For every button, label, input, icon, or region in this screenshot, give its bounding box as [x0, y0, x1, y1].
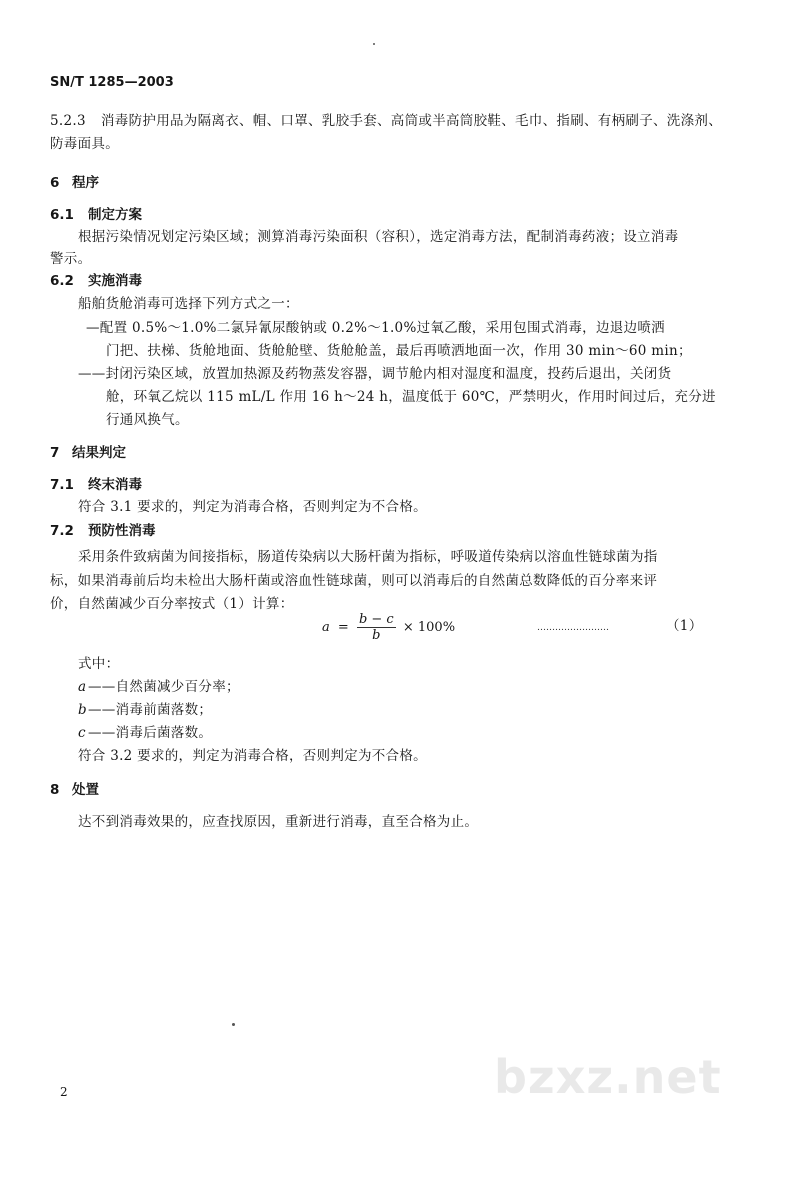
- scan-speck: [232, 1023, 235, 1026]
- section-title-8: 处置: [72, 782, 99, 798]
- clause-title-6-1: 制定方案: [88, 207, 142, 223]
- variable-b-symbol: b: [78, 702, 87, 718]
- formula-where-intro: 式中：: [78, 656, 120, 672]
- clause-6-2-intro: 船舶货舱消毒可选择下列方式之一：: [78, 296, 299, 312]
- formula-lhs: a: [322, 620, 330, 635]
- clause-7-2-line-1: 采用条件致病菌为间接指标，肠道传染病以大肠杆菌为指标，呼吸道传染病以溶血性链球菌为指: [78, 549, 658, 565]
- clause-number-6-1: 6.1: [50, 207, 74, 223]
- clause-5-2-3-line-2: 防毒面具。: [50, 136, 119, 152]
- formula-times: × 100%: [402, 620, 456, 635]
- clause-6-2-item-2-line-2: 舱，环氧乙烷以 115 mL/L 作用 16 h～24 h，温度低于 60℃，严禁明火，作用时间过后，充分进: [106, 389, 716, 405]
- clause-title-6-2: 实施消毒: [88, 273, 142, 289]
- clause-5-2-3-line-1: 消毒防护用品为隔离衣、帽、口罩、乳胶手套、高筒或半高筒胶鞋、毛巾、指刷、有柄刷子、洗涤剂、: [101, 113, 722, 129]
- formula-fraction: [357, 612, 396, 643]
- clause-7-2-line-3: 价，自然菌减少百分率按式（1）计算：: [50, 596, 294, 612]
- variable-b-definition: ——消毒前菌落数；: [88, 702, 213, 718]
- clause-6-1-line-2: 警示。: [50, 251, 92, 267]
- clause-title-7-2: 预防性消毒: [88, 523, 156, 539]
- section-number-6: 6: [50, 175, 60, 191]
- page-number: 2: [60, 1085, 68, 1099]
- clause-number-7-1: 7.1: [50, 477, 74, 493]
- section-title-6: 程序: [72, 175, 99, 191]
- clause-7-2-line-2: 标，如果消毒前后均未检出大肠杆菌或溶血性链球菌，则可以消毒后的自然菌总数降低的百分率来评: [50, 573, 658, 589]
- clause-8-line-1: 达不到消毒效果的，应查找原因，重新进行消毒，直至合格为止。: [78, 814, 479, 830]
- clause-title-7-1: 终末消毒: [88, 477, 142, 493]
- section-title-7: 结果判定: [72, 445, 126, 461]
- clause-6-2-item-1-line-2: 门把、扶梯、货舱地面、货舱舱壁、货舱舱盖，最后再喷洒地面一次，作用 30 min～60 min；: [106, 343, 692, 359]
- section-number-7: 7: [50, 445, 60, 461]
- clause-6-2-item-2-line-3: 行通风换气。: [106, 412, 189, 428]
- formula-equals: =: [337, 620, 349, 635]
- clause-7-1-line-1: 符合 3.1 要求的，判定为消毒合格，否则判定为不合格。: [78, 499, 427, 515]
- standard-code: SN/T 1285—2003: [50, 75, 174, 90]
- watermark-text: bzxz.net: [494, 1050, 722, 1104]
- formula-leader-dots: ……………………: [537, 623, 609, 633]
- variable-a-definition: ——自然菌减少百分率；: [88, 679, 240, 695]
- clause-6-2-item-2-line-1: ——封闭污染区域，放置加热源及药物蒸发容器，调节舱内相对湿度和温度，投药后退出，关闭货: [78, 366, 672, 382]
- clause-7-2-conclusion: 符合 3.2 要求的，判定为消毒合格，否则判定为不合格。: [78, 748, 427, 764]
- clause-number-7-2: 7.2: [50, 523, 74, 539]
- section-number-8: 8: [50, 782, 60, 798]
- clause-6-1-line-1: 根据污染情况划定污染区域；测算消毒污染面积（容积），选定消毒方法，配制消毒药液；设立消毒: [78, 229, 679, 245]
- clause-6-2-item-1-line-1: —配置 0.5%～1.0%二氯异氰尿酸钠或 0.2%～1.0%过氧乙酸，采用包围式消毒，边退边喷洒: [86, 320, 665, 336]
- formula-numerator: b − c: [358, 612, 394, 627]
- clause-number-6-2: 6.2: [50, 273, 74, 289]
- variable-c-symbol: c: [78, 725, 86, 741]
- variable-a-symbol: a: [78, 679, 87, 695]
- scan-speck: [373, 43, 375, 45]
- formula-1: [322, 610, 455, 646]
- clause-number-5-2-3: 5.2.3: [50, 113, 86, 129]
- variable-c-definition: ——消毒后菌落数。: [88, 725, 213, 741]
- formula-label: （1）: [666, 618, 703, 634]
- formula-denominator: b: [372, 628, 381, 643]
